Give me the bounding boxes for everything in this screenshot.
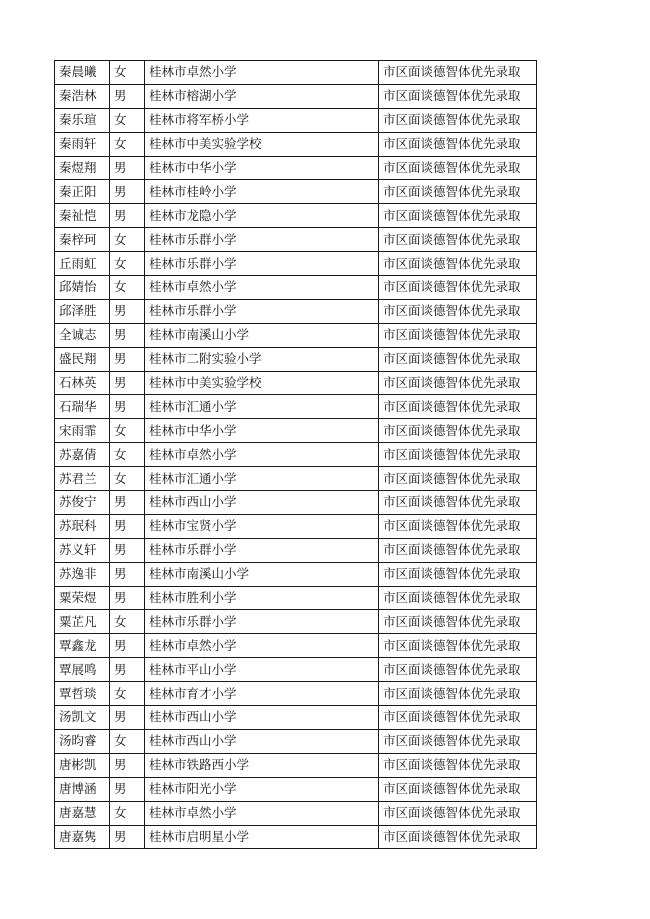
school-cell: 桂林市平山小学 — [145, 658, 379, 682]
school-cell: 桂林市卓然小学 — [145, 801, 379, 825]
table-row — [55, 84, 537, 108]
school-cell: 桂林市乐群小学 — [145, 299, 379, 323]
gender-cell: 女 — [110, 467, 145, 491]
admission-result-cell: 市区面谈德智体优先录取 — [379, 682, 537, 706]
gender-cell: 女 — [110, 729, 145, 753]
gender-cell: 男 — [110, 395, 145, 419]
table-row — [55, 467, 537, 491]
table-row — [55, 61, 537, 85]
admission-result-cell: 市区面谈德智体优先录取 — [379, 180, 537, 204]
gender-cell: 男 — [110, 538, 145, 562]
admission-result-cell: 市区面谈德智体优先录取 — [379, 132, 537, 156]
student-name-cell: 石瑞华 — [55, 395, 110, 419]
gender-cell: 女 — [110, 443, 145, 467]
student-name-cell: 苏珉科 — [55, 514, 110, 538]
admission-result-cell: 市区面谈德智体优先录取 — [379, 395, 537, 419]
table-row — [55, 156, 537, 180]
admission-result-cell: 市区面谈德智体优先录取 — [379, 299, 537, 323]
admission-result-cell: 市区面谈德智体优先录取 — [379, 419, 537, 443]
student-name-cell: 唐嘉慧 — [55, 801, 110, 825]
school-cell: 桂林市南溪山小学 — [145, 323, 379, 347]
table-row — [55, 395, 537, 419]
table-row — [55, 682, 537, 706]
gender-cell: 男 — [110, 204, 145, 228]
school-cell: 桂林市西山小学 — [145, 706, 379, 730]
table-row — [55, 371, 537, 395]
school-cell: 桂林市启明星小学 — [145, 825, 379, 849]
gender-cell: 男 — [110, 777, 145, 801]
roster-table — [54, 60, 537, 849]
gender-cell: 男 — [110, 634, 145, 658]
school-cell: 桂林市龙隐小学 — [145, 204, 379, 228]
school-cell: 桂林市榕湖小学 — [145, 84, 379, 108]
gender-cell: 男 — [110, 371, 145, 395]
student-name-cell: 汤凯文 — [55, 706, 110, 730]
table-row — [55, 180, 537, 204]
table-row — [55, 252, 537, 276]
student-name-cell: 全诚志 — [55, 323, 110, 347]
table-row — [55, 586, 537, 610]
gender-cell: 女 — [110, 132, 145, 156]
table-row — [55, 801, 537, 825]
table-row — [55, 323, 537, 347]
table-row — [55, 276, 537, 300]
school-cell: 桂林市桂岭小学 — [145, 180, 379, 204]
gender-cell: 男 — [110, 562, 145, 586]
student-name-cell: 秦祉恺 — [55, 204, 110, 228]
student-name-cell: 邱婧怡 — [55, 276, 110, 300]
school-cell: 桂林市南溪山小学 — [145, 562, 379, 586]
table-row — [55, 706, 537, 730]
table-row — [55, 634, 537, 658]
gender-cell: 男 — [110, 491, 145, 515]
roster-body — [55, 61, 537, 849]
student-name-cell: 丘雨虹 — [55, 252, 110, 276]
table-row — [55, 419, 537, 443]
gender-cell: 男 — [110, 706, 145, 730]
gender-cell: 男 — [110, 299, 145, 323]
gender-cell: 男 — [110, 323, 145, 347]
admission-result-cell: 市区面谈德智体优先录取 — [379, 204, 537, 228]
student-name-cell: 石林英 — [55, 371, 110, 395]
gender-cell: 男 — [110, 180, 145, 204]
student-name-cell: 苏嘉倩 — [55, 443, 110, 467]
gender-cell: 男 — [110, 156, 145, 180]
student-name-cell: 唐博涵 — [55, 777, 110, 801]
gender-cell: 男 — [110, 84, 145, 108]
school-cell: 桂林市卓然小学 — [145, 276, 379, 300]
gender-cell: 男 — [110, 753, 145, 777]
school-cell: 桂林市西山小学 — [145, 729, 379, 753]
table-row — [55, 777, 537, 801]
table-row — [55, 825, 537, 849]
student-name-cell: 秦雨轩 — [55, 132, 110, 156]
admission-result-cell: 市区面谈德智体优先录取 — [379, 610, 537, 634]
gender-cell: 男 — [110, 514, 145, 538]
table-row — [55, 347, 537, 371]
admission-result-cell: 市区面谈德智体优先录取 — [379, 252, 537, 276]
admission-result-cell: 市区面谈德智体优先录取 — [379, 777, 537, 801]
admission-result-cell: 市区面谈德智体优先录取 — [379, 443, 537, 467]
student-name-cell: 秦乐瑄 — [55, 108, 110, 132]
school-cell: 桂林市铁路西小学 — [145, 753, 379, 777]
admission-result-cell: 市区面谈德智体优先录取 — [379, 753, 537, 777]
school-cell: 桂林市将军桥小学 — [145, 108, 379, 132]
school-cell: 桂林市汇通小学 — [145, 395, 379, 419]
student-name-cell: 秦正阳 — [55, 180, 110, 204]
admission-result-cell: 市区面谈德智体优先录取 — [379, 467, 537, 491]
gender-cell: 女 — [110, 419, 145, 443]
school-cell: 桂林市中美实验学校 — [145, 371, 379, 395]
admission-result-cell: 市区面谈德智体优先录取 — [379, 562, 537, 586]
school-cell: 桂林市乐群小学 — [145, 610, 379, 634]
student-name-cell: 覃展鸣 — [55, 658, 110, 682]
gender-cell: 女 — [110, 682, 145, 706]
table-row — [55, 443, 537, 467]
student-name-cell: 覃鑫龙 — [55, 634, 110, 658]
student-name-cell: 秦梓珂 — [55, 228, 110, 252]
school-cell: 桂林市宝贤小学 — [145, 514, 379, 538]
admission-result-cell: 市区面谈德智体优先录取 — [379, 634, 537, 658]
student-name-cell: 秦浩林 — [55, 84, 110, 108]
admission-result-cell: 市区面谈德智体优先录取 — [379, 825, 537, 849]
admission-result-cell: 市区面谈德智体优先录取 — [379, 156, 537, 180]
gender-cell: 女 — [110, 276, 145, 300]
school-cell: 桂林市胜利小学 — [145, 586, 379, 610]
table-row — [55, 132, 537, 156]
gender-cell: 男 — [110, 586, 145, 610]
gender-cell: 女 — [110, 610, 145, 634]
table-row — [55, 658, 537, 682]
gender-cell: 男 — [110, 658, 145, 682]
school-cell: 桂林市育才小学 — [145, 682, 379, 706]
school-cell: 桂林市中美实验学校 — [145, 132, 379, 156]
admission-result-cell: 市区面谈德智体优先录取 — [379, 347, 537, 371]
gender-cell: 女 — [110, 108, 145, 132]
school-cell: 桂林市乐群小学 — [145, 252, 379, 276]
admission-result-cell: 市区面谈德智体优先录取 — [379, 514, 537, 538]
admission-result-cell: 市区面谈德智体优先录取 — [379, 538, 537, 562]
school-cell: 桂林市中华小学 — [145, 156, 379, 180]
admission-result-cell: 市区面谈德智体优先录取 — [379, 61, 537, 85]
gender-cell: 女 — [110, 252, 145, 276]
gender-cell: 男 — [110, 825, 145, 849]
student-name-cell: 覃哲琰 — [55, 682, 110, 706]
admission-result-cell: 市区面谈德智体优先录取 — [379, 84, 537, 108]
student-name-cell: 邱泽胜 — [55, 299, 110, 323]
admission-result-cell: 市区面谈德智体优先录取 — [379, 586, 537, 610]
school-cell: 桂林市汇通小学 — [145, 467, 379, 491]
school-cell: 桂林市卓然小学 — [145, 443, 379, 467]
table-row — [55, 538, 537, 562]
school-cell: 桂林市乐群小学 — [145, 538, 379, 562]
student-name-cell: 唐彬凯 — [55, 753, 110, 777]
table-row — [55, 610, 537, 634]
table-row — [55, 753, 537, 777]
gender-cell: 女 — [110, 228, 145, 252]
school-cell: 桂林市卓然小学 — [145, 634, 379, 658]
table-row — [55, 108, 537, 132]
student-name-cell: 秦晨曦 — [55, 61, 110, 85]
student-name-cell: 唐嘉隽 — [55, 825, 110, 849]
gender-cell: 女 — [110, 801, 145, 825]
student-name-cell: 盛民翔 — [55, 347, 110, 371]
table-row — [55, 228, 537, 252]
admission-result-cell: 市区面谈德智体优先录取 — [379, 729, 537, 753]
student-name-cell: 粟芷凡 — [55, 610, 110, 634]
student-name-cell: 苏义轩 — [55, 538, 110, 562]
admission-result-cell: 市区面谈德智体优先录取 — [379, 801, 537, 825]
gender-cell: 女 — [110, 61, 145, 85]
admission-result-cell: 市区面谈德智体优先录取 — [379, 228, 537, 252]
table-row — [55, 204, 537, 228]
student-name-cell: 汤昀睿 — [55, 729, 110, 753]
admission-result-cell: 市区面谈德智体优先录取 — [379, 371, 537, 395]
table-row — [55, 491, 537, 515]
table-row — [55, 562, 537, 586]
student-name-cell: 苏君兰 — [55, 467, 110, 491]
student-name-cell: 粟荣煜 — [55, 586, 110, 610]
gender-cell: 男 — [110, 347, 145, 371]
table-row — [55, 514, 537, 538]
student-name-cell: 苏俊宁 — [55, 491, 110, 515]
school-cell: 桂林市二附实验小学 — [145, 347, 379, 371]
school-cell: 桂林市中华小学 — [145, 419, 379, 443]
school-cell: 桂林市卓然小学 — [145, 61, 379, 85]
school-cell: 桂林市乐群小学 — [145, 228, 379, 252]
table-row — [55, 729, 537, 753]
school-cell: 桂林市阳光小学 — [145, 777, 379, 801]
school-cell: 桂林市西山小学 — [145, 491, 379, 515]
student-name-cell: 苏逸非 — [55, 562, 110, 586]
student-name-cell: 宋雨霏 — [55, 419, 110, 443]
admission-result-cell: 市区面谈德智体优先录取 — [379, 276, 537, 300]
admission-result-cell: 市区面谈德智体优先录取 — [379, 706, 537, 730]
student-name-cell: 秦煜翔 — [55, 156, 110, 180]
admission-result-cell: 市区面谈德智体优先录取 — [379, 108, 537, 132]
admission-result-cell: 市区面谈德智体优先录取 — [379, 658, 537, 682]
admission-result-cell: 市区面谈德智体优先录取 — [379, 491, 537, 515]
admission-result-cell: 市区面谈德智体优先录取 — [379, 323, 537, 347]
table-row — [55, 299, 537, 323]
